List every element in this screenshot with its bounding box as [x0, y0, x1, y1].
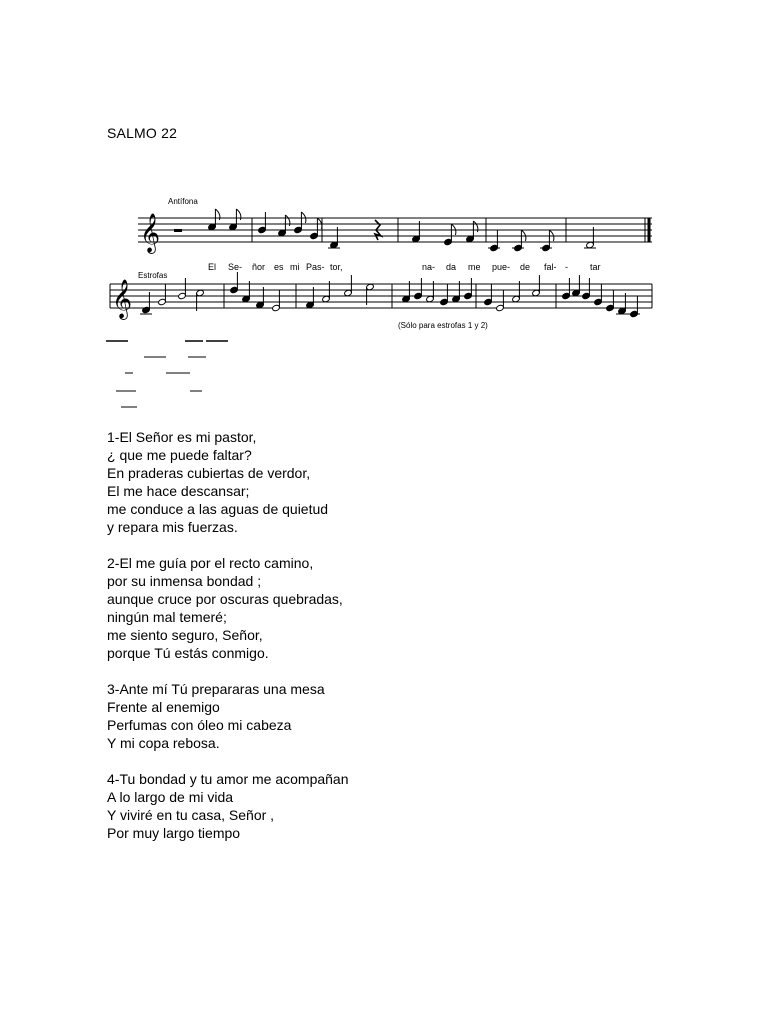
verse-line: Frente al enemigo	[107, 699, 220, 715]
staff-antifona	[138, 209, 652, 254]
staff-estrofas	[110, 272, 652, 320]
verse-line: 3-Ante mí Tú prepararas una mesa	[107, 681, 325, 697]
page-title: SALMO 22	[107, 125, 178, 141]
stanza-1	[107, 428, 607, 536]
lyric-syllable: ñor	[252, 262, 266, 272]
lyric-syllable: Pas-	[306, 262, 325, 272]
verse-line: Y viviré en tu casa, Señor ,	[107, 807, 275, 823]
verse-line: porque Tú estás conmigo.	[107, 645, 269, 661]
estrofas-note: (Sólo para estrofas 1 y 2)	[398, 321, 488, 330]
lyric-syllable: de	[520, 262, 531, 272]
psalm-verses	[107, 428, 607, 860]
lyric-syllable: mi	[290, 262, 300, 272]
lyric-syllable: El	[208, 262, 217, 272]
verse-line: El me hace descansar;	[107, 483, 250, 499]
verse-line: 2-El me guía por el recto camino,	[107, 555, 314, 571]
lyric-syllable: tar	[590, 262, 601, 272]
lyric-syllable: na-	[422, 262, 436, 272]
treble-clef-icon: 𝄞	[112, 279, 133, 319]
verse-line: Y mi copa rebosa.	[107, 735, 220, 751]
decorative-dashes	[100, 335, 260, 415]
lyric-syllable: tor,	[330, 262, 343, 272]
verse-line: y repara mis fuerzas.	[107, 519, 238, 535]
lyric-syllable: Se-	[228, 262, 243, 272]
antifona-label: Antífona	[168, 197, 198, 206]
stanza-3	[107, 680, 607, 752]
verse-line: Perfumas con óleo mi cabeza	[107, 717, 292, 733]
lyric-syllable: da	[446, 262, 457, 272]
lyric-syllable: es	[274, 262, 284, 272]
verse-line: ¿ que me puede faltar?	[107, 447, 252, 463]
estrofas-label: Estrofas	[138, 271, 168, 280]
stanza-4	[107, 770, 607, 842]
lyric-syllable: fal-	[544, 262, 557, 272]
verse-line: me conduce a las aguas de quietud	[107, 501, 329, 517]
treble-clef-icon: 𝄞	[140, 213, 161, 253]
verse-line: ningún mal temeré;	[107, 609, 227, 625]
stanza-2	[107, 554, 607, 662]
lyrics-antifona	[208, 262, 601, 272]
verse-line: A lo largo de mi vida	[107, 789, 234, 805]
verse-line: por su inmensa bondad ;	[107, 573, 262, 589]
verse-line: aunque cruce por oscuras quebradas,	[107, 591, 343, 607]
rest-mark	[174, 229, 182, 232]
dash-marks	[100, 335, 260, 415]
lyric-syllable: -	[565, 262, 568, 272]
verse-line: 4-Tu bondad y tu amor me acompañan	[107, 771, 349, 787]
lyric-syllable: pue-	[492, 262, 511, 272]
verse-line: Por muy largo tiempo	[107, 825, 241, 841]
music-score-image	[100, 190, 660, 340]
verse-line: me siento seguro, Señor,	[107, 627, 263, 643]
verse-line: En praderas cubiertas de verdor,	[107, 465, 311, 481]
music-score	[100, 190, 660, 340]
verse-line: 1-El Señor es mi pastor,	[107, 429, 257, 445]
lyric-syllable: me	[468, 262, 481, 272]
